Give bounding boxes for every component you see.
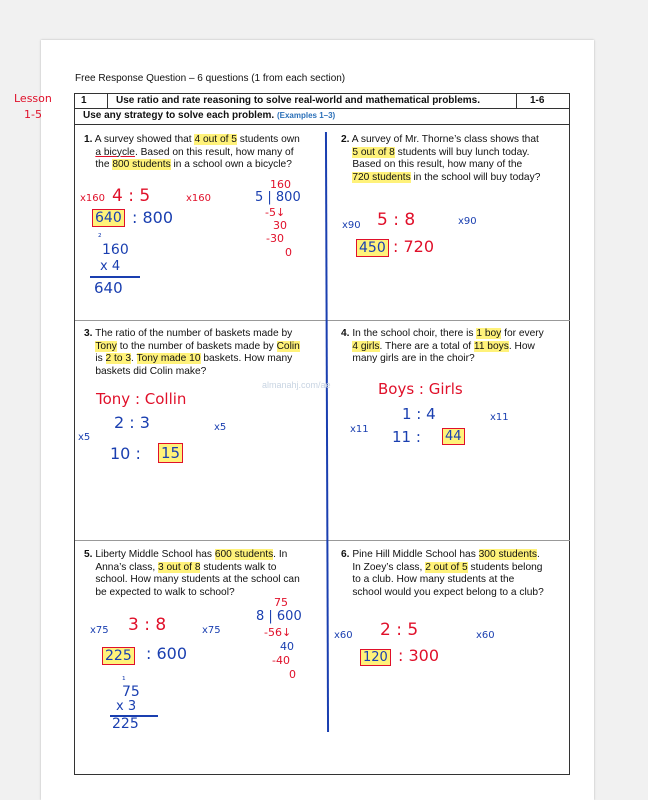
standard-code: 1-6 <box>530 95 545 106</box>
standard-title: Use ratio and rate reasoning to solve real-world and mathematical problems. <box>116 95 480 106</box>
lesson-note-line2: 1-5 <box>24 108 42 121</box>
instruction-row <box>75 108 569 125</box>
standard-row <box>75 94 569 109</box>
standard-number: 1 <box>81 95 87 106</box>
problem-2: 2. A survey of Mr. Thorne’s class shows that 5 out of 8 students will buy lunch today. Based on this result, how many of the 720 students in the school will buy today? <box>341 134 541 183</box>
problem-3: 3. The ratio of the number of baskets made by Tony to the number of baskets made by Colin is 2 to 3. Tony made 10 baskets. How many baskets did Colin make? <box>84 328 300 377</box>
lesson-note-line1: Lesson <box>14 92 52 105</box>
problem-1: 1. A survey showed that 4 out of 5 students own a bicycle. Based on this result, how many of the 800 students in a school own a bicycle? <box>84 134 300 171</box>
examples-ref: (Examples 1–3) <box>276 111 336 120</box>
problem-4: 4. In the school choir, there is 1 boy for every 4 girls. There are a total of 11 boys. How many girls are in the choir? <box>341 328 544 365</box>
problem-6: 6. Pine Hill Middle School has 300 students. In Zoey’s class, 2 out of 5 students belong to a club. How many students at the school would you expect belong to a club? <box>341 549 544 598</box>
instruction-text: Use any strategy to solve each problem. <box>83 110 275 121</box>
problem-5: 5. Liberty Middle School has 600 students. In Anna’s class, 3 out of 8 students walk to school. How many students at the school can be expected to walk to school? <box>84 549 300 598</box>
header-text: Free Response Question – 6 questions (1 from each section) <box>75 73 346 84</box>
watermark: almanahj.com/ae <box>262 380 331 390</box>
